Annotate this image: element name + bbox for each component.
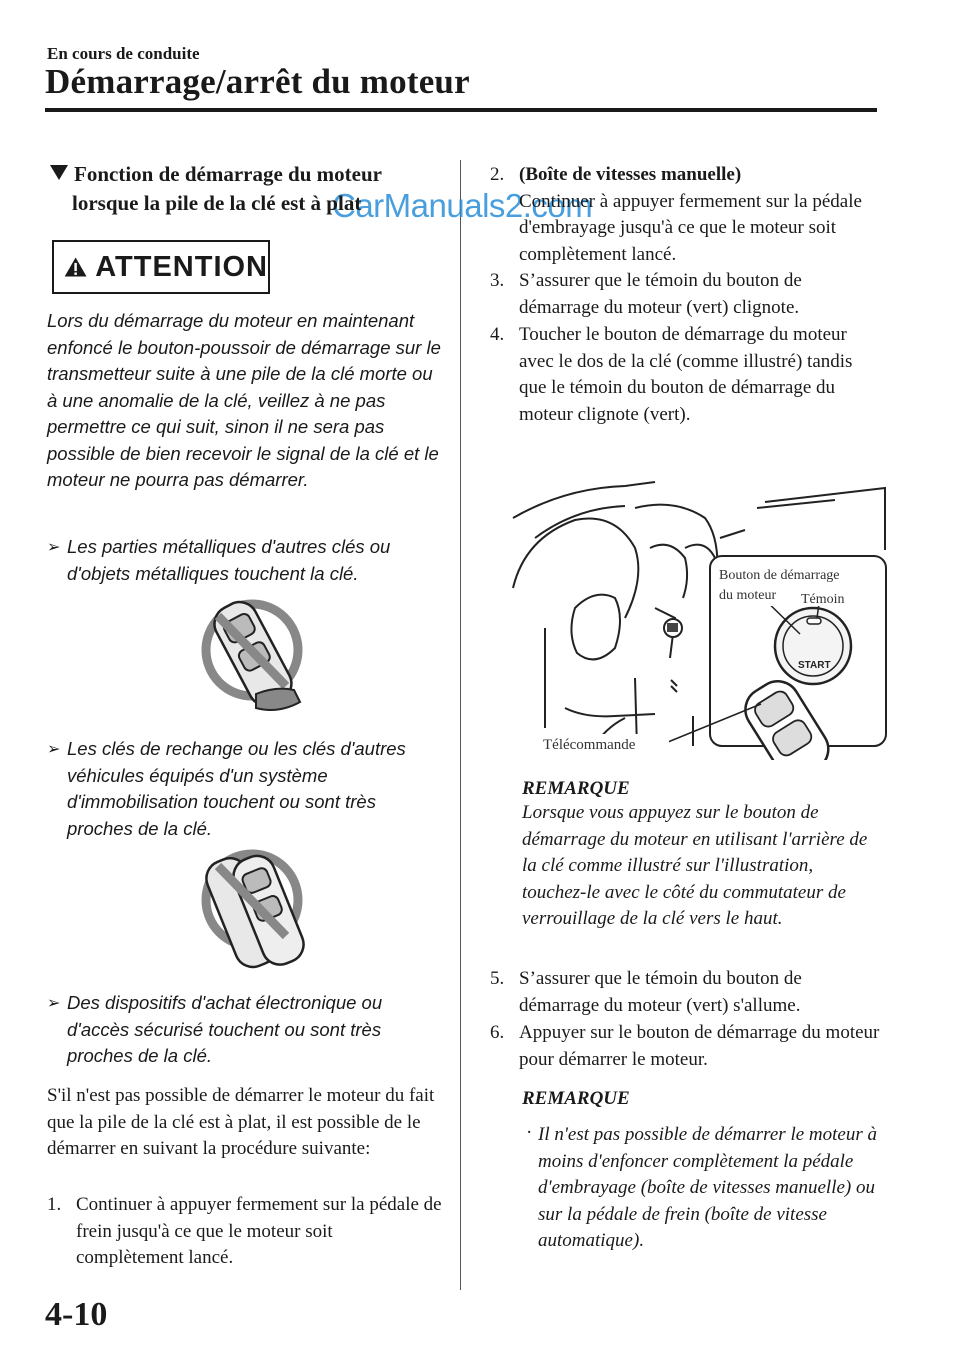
attention-label: ATTENTION: [95, 250, 268, 283]
attention-bullet: [47, 990, 442, 1070]
column-divider: [460, 160, 461, 1290]
step-item: [490, 162, 880, 268]
figure-label-button-line2: du moteur: [719, 588, 777, 603]
step-subheading: (Boîte de vitesses manuelle): [519, 164, 742, 185]
triangle-icon: [50, 165, 68, 180]
step-text: S’assurer que le témoin du bouton de démarrage du moteur (vert) s'allume.: [519, 968, 802, 1016]
note-bullet: [522, 1122, 882, 1255]
step-item: [490, 1020, 880, 1073]
step-text: Appuyer sur le bouton de démarrage du moteur pour démarrer le moteur.: [519, 1022, 880, 1070]
page-number: 4-10: [45, 1296, 108, 1333]
bullet-text: Les parties métalliques d'autres clés ou d'objets métalliques touchent la clé.: [67, 536, 391, 584]
step-number: 5.: [490, 968, 505, 989]
note-heading: REMARQUE: [522, 1088, 630, 1109]
note-block: [522, 778, 882, 933]
step-item: [47, 1192, 442, 1272]
note-heading: REMARQUE: [522, 778, 630, 799]
dot-bullet-icon: ·: [526, 1122, 533, 1143]
step-text: Toucher le bouton de démarrage du moteur avec le dos de la clé (comme illustré) tandis que le témoin du bouton de démarrage du moteur clignote (vert).: [519, 324, 853, 425]
heading-line-2: lorsque la pile de la clé est à plat: [72, 191, 362, 215]
step-number: 4.: [490, 324, 505, 345]
arrow-bullet-icon: ➢: [47, 539, 61, 556]
start-button-text: START: [798, 660, 831, 671]
section-heading: [50, 160, 450, 218]
note-text: Lorsque vous appuyez sur le bouton de démarrage du moteur en utilisant l'arrière de la clé comme illustré sur l'illustration, touchez-le avec le côté du commutateur de verrouillage de la clé vers le haut.: [522, 802, 868, 929]
attention-bullet: [47, 736, 442, 842]
arrow-bullet-icon: ➢: [47, 741, 61, 758]
step-number: 6.: [490, 1022, 505, 1043]
step-item: [490, 322, 880, 428]
attention-text: Lors du démarrage du moteur en maintenant enfoncé le bouton-poussoir de démarrage sur le transmetteur suite à une pile de la clé morte ou à une anomalie de la clé, veillez à ne pas permettre ce qui suit, sinon il ne sera pas possible de bien recevoir le signal de la clé et le moteur ne pourra pas démarrer.: [47, 310, 441, 490]
bullet-text: Des dispositifs d'achat électronique ou d'accès sécurisé touchent ou sont très proches de la clé.: [67, 992, 383, 1066]
step-number: 3.: [490, 270, 505, 291]
bullet-text: Les clés de rechange ou les clés d'autres véhicules équipés d'un système d'immobilisation touchent ou sont très proches de la clé.: [67, 738, 406, 839]
watermark: CarManuals2.com: [332, 187, 593, 224]
step-text: S’assurer que le témoin du bouton de démarrage du moteur (vert) clignote.: [519, 270, 802, 318]
figure-label-remote: Télécommande: [543, 737, 636, 753]
section-label: En cours de conduite: [47, 44, 200, 63]
step-item: [490, 268, 880, 321]
figure-label-indicator: Témoin: [801, 592, 845, 607]
note-text: Il n'est pas possible de démarrer le moteur à moins d'enfoncer complètement la pédale d'embrayage (boîte de vitesses manuelle) ou sur la pédale de frein (boîte de vitesse automatique).: [538, 1124, 877, 1251]
attention-box: [52, 240, 270, 294]
page-title: Démarrage/arrêt du moteur: [45, 62, 470, 101]
start-button-figure: [505, 478, 890, 760]
step-number: 1.: [47, 1194, 62, 1215]
step-text: Continuer à appuyer fermement sur la pédale de frein jusqu'à ce que le moteur soit complètement lancé.: [76, 1194, 442, 1268]
header-rule: [45, 108, 877, 112]
figure-label-button-line1: Bouton de démarrage: [719, 568, 840, 583]
heading-line-1: Fonction de démarrage du moteur: [74, 162, 382, 186]
attention-bullet: [47, 534, 442, 587]
note-block: [522, 1088, 882, 1255]
key-metal-objects-illustration: [196, 590, 316, 725]
warning-icon: [64, 252, 87, 282]
arrow-bullet-icon: ➢: [47, 995, 61, 1012]
intro-paragraph: S'il n'est pas possible de démarrer le moteur du fait que la pile de la clé est à plat, il est possible de le démarrer en suivant la procédure suivante:: [47, 1085, 435, 1159]
step-item: [490, 966, 880, 1019]
step-text: Continuer à appuyer fermement sur la pédale d'embrayage jusqu'à ce que le moteur soit complètement lancé.: [519, 190, 862, 265]
step-number: 2.: [490, 164, 505, 185]
spare-keys-illustration: [196, 842, 316, 982]
